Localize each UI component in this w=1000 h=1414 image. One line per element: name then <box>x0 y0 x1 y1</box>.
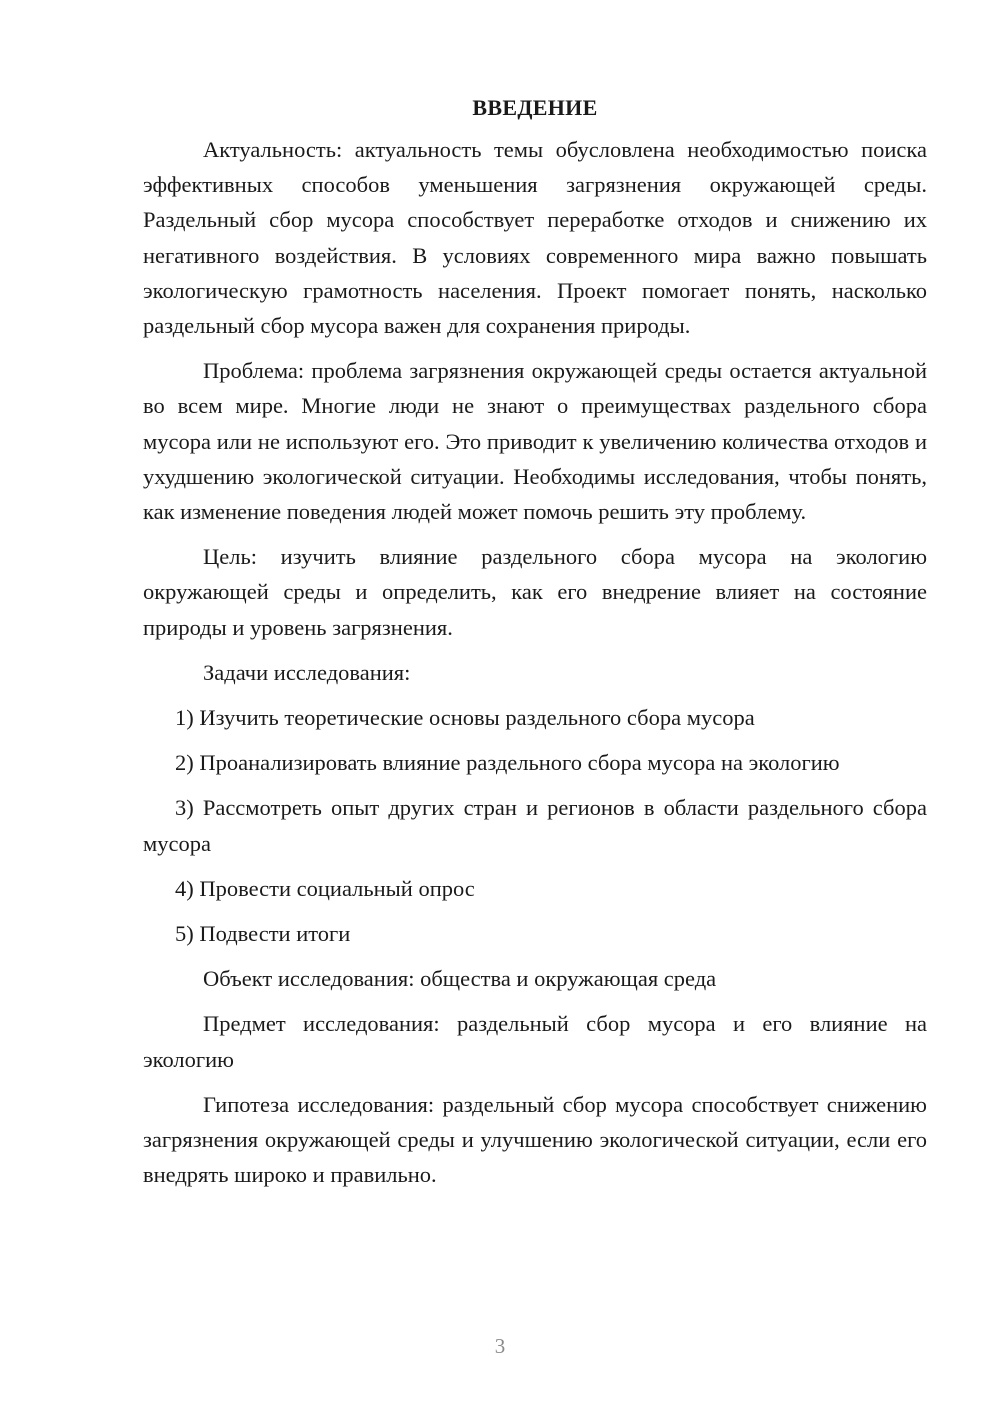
object-paragraph: Объект исследования: общества и окружающая среда <box>203 966 717 992</box>
task-item: 4) Провести социальный опрос <box>175 875 475 901</box>
paragraph-spacer <box>143 861 927 871</box>
paragraph-spacer <box>143 996 927 1006</box>
paragraph-spacer <box>143 906 927 916</box>
section-heading: ВВЕДЕНИЕ <box>472 95 598 120</box>
paragraph-spacer <box>143 1077 927 1087</box>
tasks-title: Задачи исследования: <box>203 659 411 685</box>
task-item: 5) Подвести итоги <box>175 921 351 947</box>
paragraph-spacer <box>143 645 927 655</box>
paragraph-spacer <box>143 951 927 961</box>
paragraph-spacer <box>143 690 927 700</box>
hypothesis-paragraph: Гипотеза исследования: раздельный сбор мусора способствует снижению загрязнения окружающей среды и улучшению экологической ситуации, если его внедрять широко и правильно. <box>143 1091 927 1188</box>
relevance-paragraph: Актуальность: актуальность темы обусловлена необходимостью поиска эффективных способов уменьшения загрязнения окружающей среды. Раздельный сбор мусора способствует переработке отходов и снижению их негативного воздействия. В условиях современного мира важно повышать экологическую грамотность населения. Проект помогает понять, насколько раздельный сбор мусора важен для сохранения природы. <box>143 137 927 339</box>
task-item: 2) Проанализировать влияние раздельного сбора мусора на экологию <box>175 750 840 776</box>
paragraph-spacer <box>143 343 927 353</box>
document-page <box>143 92 927 1192</box>
task-item: 1) Изучить теоретические основы раздельного сбора мусора <box>175 705 755 731</box>
problem-paragraph: Проблема: проблема загрязнения окружающей среды остается актуальной во всем мире. Многие люди не знают о преимуществах раздельного сбора мусора или не используют его. Это приводит к увеличению количества отходов и ухудшению экологической ситуации. Необходимы исследования, чтобы понять, как изменение поведения людей может помочь решить эту проблему. <box>143 358 927 525</box>
page-number: 3 <box>494 1334 506 1358</box>
paragraph-spacer <box>143 735 927 745</box>
task-item: 3) Рассмотреть опыт других стран и регионов в области раздельного сбора мусора <box>143 795 927 856</box>
paragraph-spacer <box>143 529 927 539</box>
paragraph-spacer <box>143 780 927 790</box>
subject-paragraph: Предмет исследования: раздельный сбор мусора и его влияние на экологию <box>143 1011 927 1072</box>
goal-paragraph: Цель: изучить влияние раздельного сбора мусора на экологию окружающей среды и определить, как его внедрение влияет на состояние природы и уровень загрязнения. <box>143 544 927 640</box>
